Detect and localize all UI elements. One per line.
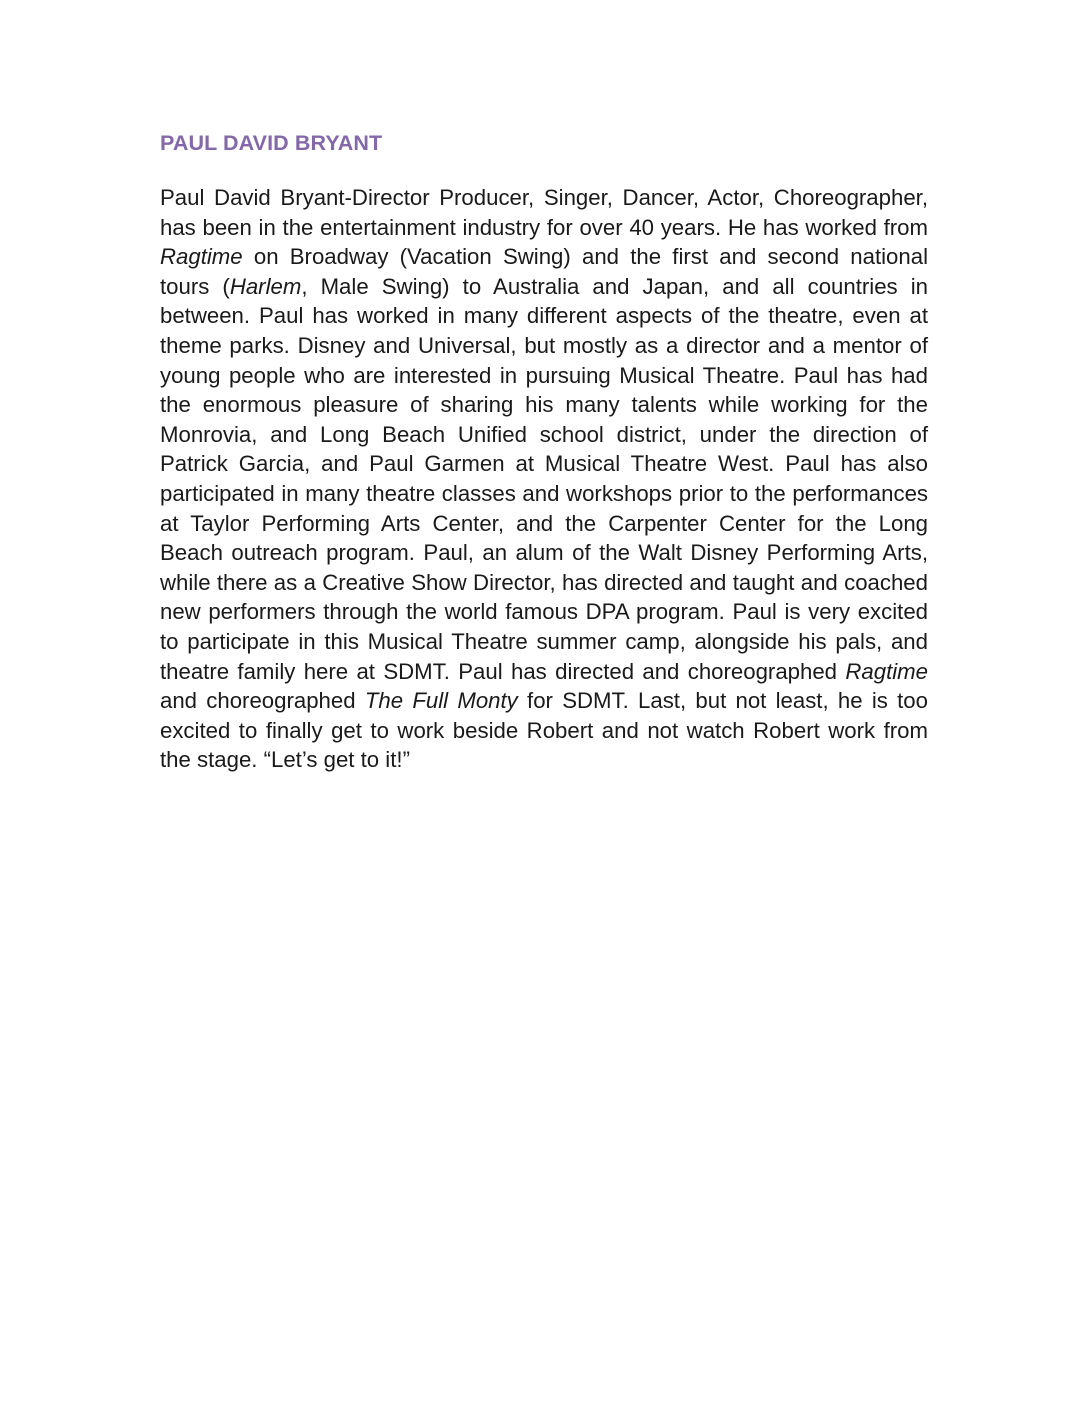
show-title-harlem: Harlem xyxy=(229,273,302,299)
bio-text-segment: and choreographed xyxy=(160,688,365,714)
bio-paragraph xyxy=(160,183,928,775)
show-title-the-full-monty: The Full Monty xyxy=(364,688,518,714)
bio-heading: PAUL DAVID BRYANT xyxy=(160,131,383,155)
show-title-ragtime: Ragtime xyxy=(845,658,928,684)
bio-text-segment: Paul David Bryant-Director Producer, Singer, Dancer, Actor, Choreographer, has been in the entertainment industry for over 40 years. He has worked from xyxy=(160,185,928,240)
bio-text-segment: for SDMT. Last, but not least, he is too excited to finally get to work beside Robert and not watch Robert work from the stage. “Let’s get to it!” xyxy=(160,688,928,773)
bio-text-segment: , Male Swing) to Australia and Japan, and all countries in between. Paul has worked in many different aspects of the theatre, even at theme parks. Disney and Universal, but mostly as a director and a mentor of young people who are interested in pursuing Musical Theatre. Paul has had the enormous pleasure of sharing his many talents while working for the Monrovia, and Long Beach Unified school district, under the direction of Patrick Garcia, and Paul Garmen at Musical Theatre West. Paul has also participated in many theatre classes and workshops prior to the performances at Taylor Performing Arts Center, and the Carpenter Center for the Long Beach outreach program. Paul, an alum of the Walt Disney Performing Arts, while there as a Creative Show Director, has directed and taught and coached new performers through the world famous DPA program. Paul is very excited to participate in this Musical Theatre summer camp, alongside his pals, and theatre family here at SDMT. Paul has directed and choreographed xyxy=(160,273,928,684)
bio-text-segment: on Broadway (Vacation Swing) and the first and second national tours ( xyxy=(160,244,928,299)
show-title-ragtime: Ragtime xyxy=(160,244,243,270)
